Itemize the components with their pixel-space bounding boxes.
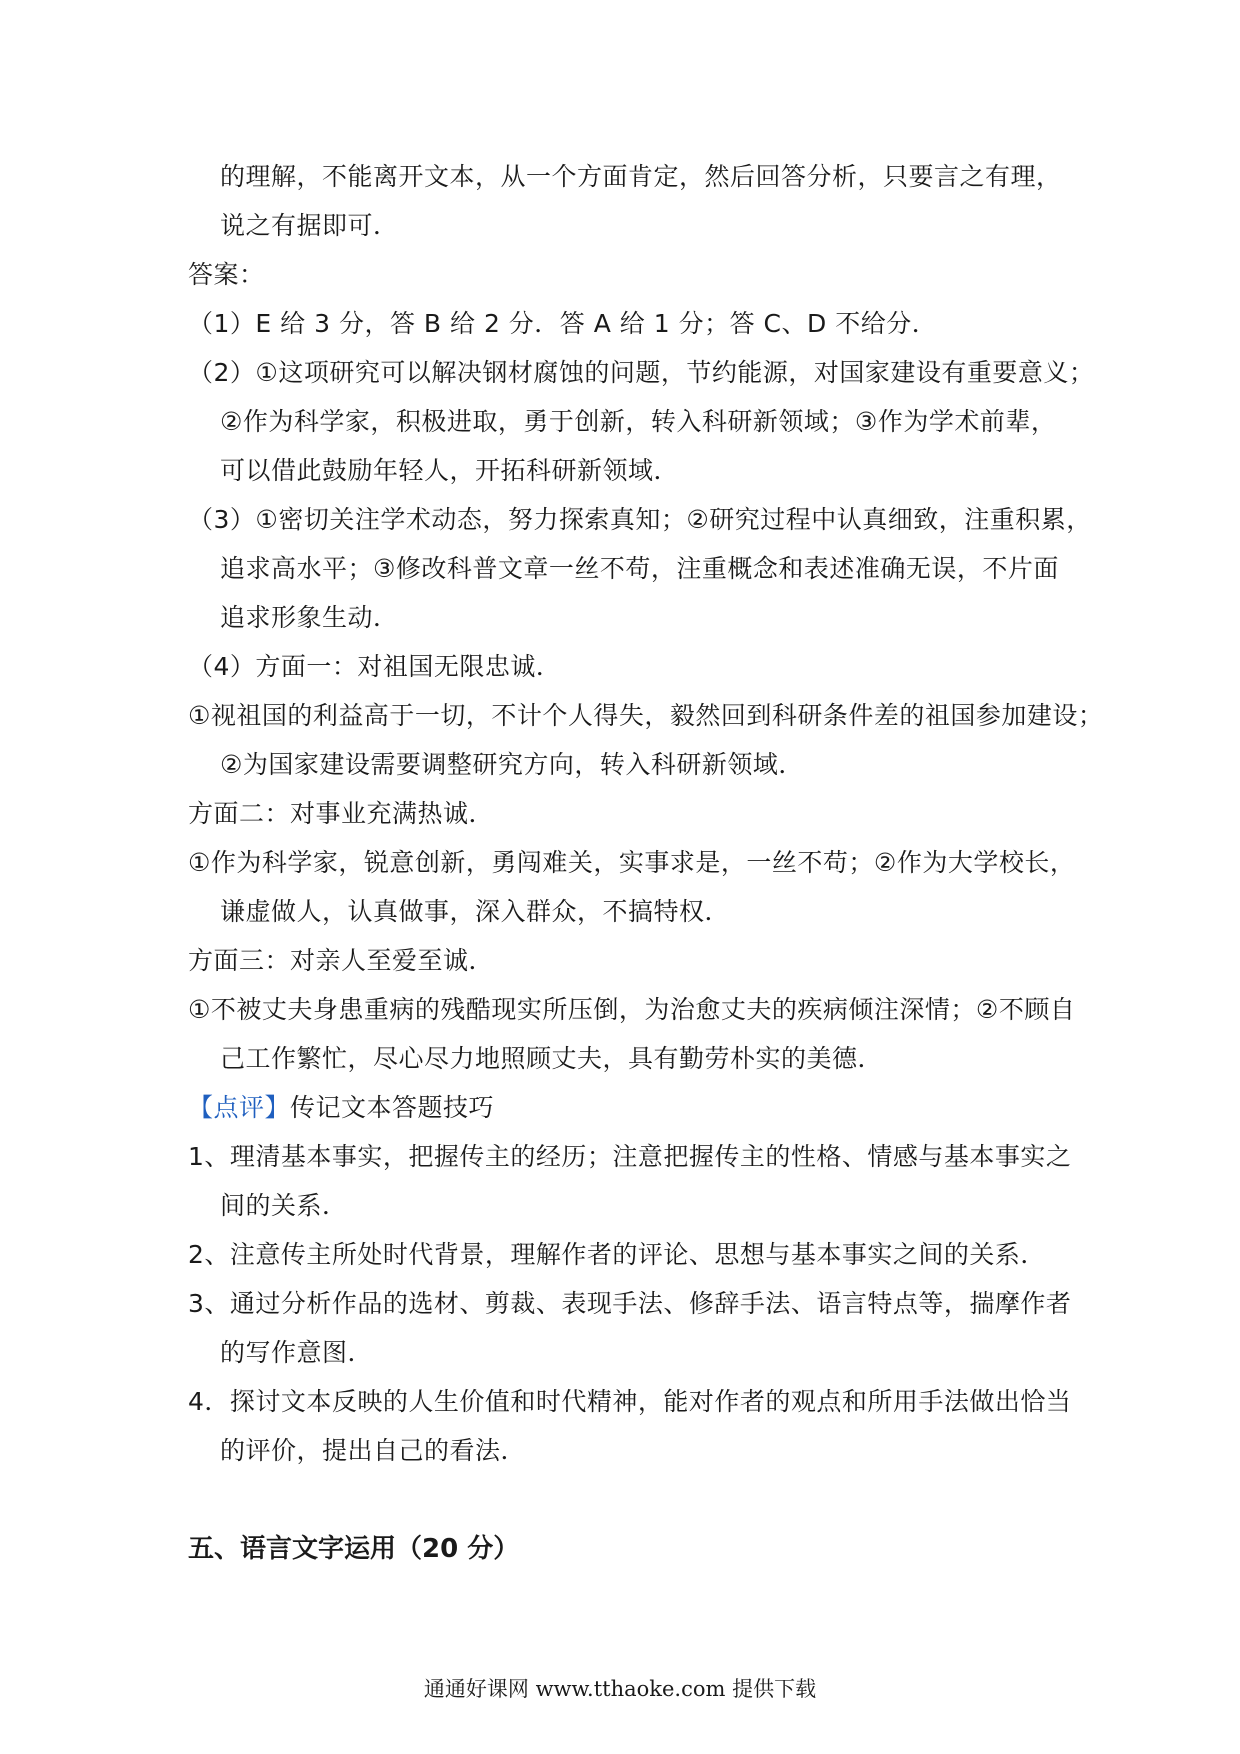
tip-line: 4．探讨文本反映的人生价值和时代精神，能对作者的观点和所用手法做出恰当 (188, 1387, 1072, 1416)
answer-line: 己工作繁忙，尽心尽力地照顾丈夫，具有勤劳朴实的美德． (220, 1044, 884, 1073)
page-footer: 通通好课网 www.tthaoke.com 提供下载 (423, 1677, 817, 1701)
answer-line: （3）①密切关注学术动态，努力探索真知；②研究过程中认真细致，注重积累， (188, 505, 1092, 534)
answer-line: 谦虚做人，认真做事，深入群众，不搞特权． (220, 897, 731, 926)
tip-line: 间的关系． (220, 1191, 348, 1220)
answer-line: 说之有据即可． (220, 211, 399, 240)
tip-line: 的写作意图． (220, 1338, 374, 1367)
answer-label: 答案： (188, 260, 265, 289)
answer-line: 追求高水平；③修改科普文章一丝不苟，注重概念和表述准确无误，不片面 (220, 554, 1059, 583)
comment-line (188, 1091, 494, 1125)
answer-line: ②作为科学家，积极进取，勇于创新，转入科研新领域；③作为学术前辈， (220, 407, 1057, 436)
comment-tag: 【点评】 (188, 1093, 291, 1122)
answer-line: 的理解，不能离开文本，从一个方面肯定，然后回答分析，只要言之有理， (220, 162, 1062, 191)
answer-line: ①作为科学家，锐意创新，勇闯难关，实事求是，一丝不苟；②作为大学校长， (188, 848, 1076, 877)
answer-line: 方面三：对亲人至爱至诚． (188, 946, 495, 975)
answer-line: （2）①这项研究可以解决钢材腐蚀的问题，节约能源，对国家建设有重要意义； (188, 358, 1095, 387)
comment-title: 传记文本答题技巧 (290, 1093, 495, 1122)
answer-line: 可以借此鼓励年轻人，开拓科研新领域． (220, 456, 680, 485)
answer-line: ①视祖国的利益高于一切，不计个人得失，毅然回到科研条件差的祖国参加建设； (188, 701, 1104, 730)
tip-line: 的评价，提出自己的看法． (220, 1436, 527, 1465)
answer-line: ②为国家建设需要调整研究方向，转入科研新领域． (220, 750, 804, 779)
answer-line: （4）方面一：对祖国无限忠诚． (188, 652, 562, 681)
answer-line: 追求形象生动． (220, 603, 399, 632)
answer-line: 方面二：对事业充满热诚． (188, 799, 495, 828)
tip-line: 3、通过分析作品的选材、剪裁、表现手法、修辞手法、语言特点等，揣摩作者 (188, 1289, 1072, 1318)
answer-line: （1）E 给 3 分，答 B 给 2 分．答 A 给 1 分；答 C、D 不给分． (188, 309, 938, 338)
tip-line: 2、注意传主所处时代背景，理解作者的评论、思想与基本事实之间的关系． (188, 1240, 1046, 1269)
answer-line: ①不被丈夫身患重病的残酷现实所压倒，为治愈丈夫的疾病倾注深情；②不顾自 (188, 995, 1076, 1024)
tip-line: 1、理清基本事实，把握传主的经历；注意把握传主的性格、情感与基本事实之 (188, 1142, 1072, 1171)
section-heading: 五、语言文字运用（20 分） (188, 1534, 520, 1564)
